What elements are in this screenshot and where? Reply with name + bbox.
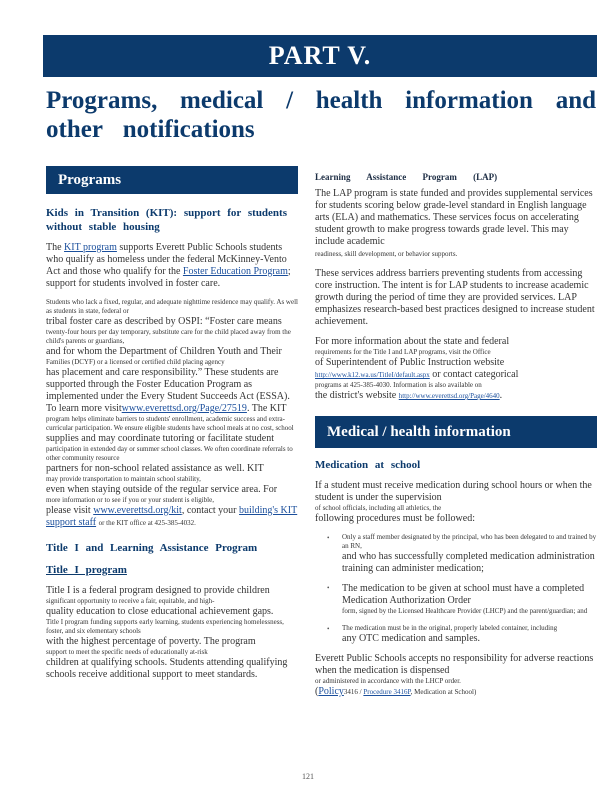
programs-section-header: Programs (46, 166, 298, 194)
procedure-link[interactable]: Procedure 3416P (363, 688, 411, 696)
kit-page-link[interactable]: www.everettsd.org/Page/27519 (121, 403, 247, 414)
kit-paragraph-1: The KIT program supports Everett Public Schools students who qualify as homeless under the federal McKinney-Vento Act and those who qualify for the Foster Education Program; support for students involved in foster care. (46, 242, 291, 289)
kit-site-link[interactable]: www.everettsd.org/kit (93, 505, 182, 516)
medication-intro: If a student must receive medication during school hours or when the student is under the supervision of school officials, including all athletics, the following procedures must be followed: (315, 480, 592, 524)
list-item: • The medication to be given at school must have a completed Medication Authorization Order form, signed by the Licensed Healthcare Provider (LHCP) and the parent/guardian; and (315, 583, 597, 616)
title1-subheading: Title I program (46, 564, 127, 576)
list-item: • Only a staff member designated by the principal, who has been delegated to and trained by an RN, and who has successfully completed medication administration training can administer medication; (315, 533, 597, 575)
kit-program-link[interactable]: KIT program (64, 242, 117, 253)
district-link[interactable]: http://www.everettsd.org/Page/4640 (398, 392, 500, 400)
foster-education-link[interactable]: Foster Education Program (182, 266, 288, 277)
lap-heading: Learning Assistance Program (LAP) (315, 172, 498, 182)
lap-paragraph-3: For more information about the state and federal requirements for the Title I and LAP programs, visit the Office of Superintendent of Public Instruction website http://www.k12.wa.us/TitleI/default.aspx or contact categorical programs at 425-385-4030. Information is also available on the district's website http://www.everettsd.org/Page/4640. (315, 336, 519, 401)
page-number: 121 (302, 772, 314, 781)
medical-section-header: Medical / health information (315, 416, 597, 448)
kit-heading: Kids in Transition (KIT): support for students without stable housing (46, 207, 287, 233)
kit-support-staff-link[interactable]: building's KIT support staff (46, 505, 298, 528)
part-banner: PART V. (43, 35, 597, 77)
medication-subheading: Medication at school (315, 459, 421, 471)
policy-link[interactable]: Policy (318, 686, 344, 697)
kit-paragraph-2: Students who lack a fixed, regular, and adequate nighttime residence may qualify. As well as students in state, federal or tribal foster care as described by OSPI: “Foster care means twenty-four hours per day temporary, substitute care for the child placed away from the child's parents or guardians, and for whom the Department of Children Youth and Their Families (DCYF) or a licensed or certified child placing agency has placement and care responsibility.” These students are supported through the Foster Education Program as implemented under the Every Student Succeeds Act (ESSA). To learn more visitwww.everettsd.org/Page/27519. The KIT program helps eliminate barriers to students' enrollment, academic success and extra-curricular participation. We ensure eligible students have school meals at no cost, school supplies and may coordinate tutoring or facilitate student participation in extended day or summer school classes. We often coordinate referrals to other community resource partners for non-school related assistance as well. KIT may provide transportation to maintain school stability, even when staying outside of the regular service area. For more information or to see if you or your student is eligible, please visit www.everettsd.org/kit, contact your building's KIT support staff or the KIT office at 425-385-4032. (46, 298, 298, 528)
ospi-link[interactable]: http://www.k12.wa.us/TitleI/default.aspx (315, 371, 430, 379)
lap-paragraph-1: The LAP program is state funded and provides supplemental services for students scoring below grade-level standard in English language arts (ELA) and mathematics. These services focus on accelerating student growth to make progress towards grade level. This may include academic readiness, skill development, or behavior supports. (315, 188, 593, 258)
title1-heading: Title I and Learning Assistance Program (46, 542, 258, 554)
title1-paragraph: Title I is a federal program designed to provide children significant opportunity to receive a fair, equitable, and high- quality education to close educational achievement gaps. Title I program funding supports early learning, students experiencing homelessness, foster, and six elementary schools with the highest percentage of poverty. The program support to meet the specific needs of educationally at-risk children at qualifying schools. Students attending qualifying schools receive additional support to meet standards. (46, 585, 288, 680)
medication-closing: Everett Public Schools accepts no responsibility for adverse reactions when the medication is dispensed or administered in accordance with the LHCP order. (Policy3416 / Procedure 3416P, Medication at School) (315, 653, 594, 697)
page-title: Programs, medical / health information and other notifications (46, 87, 596, 143)
medication-procedures (315, 533, 597, 645)
right-column (315, 170, 597, 698)
left-column (46, 166, 298, 681)
list-item: • The medication must be in the original, properly labeled container, including any OTC medication and samples. (315, 624, 597, 645)
lap-paragraph-2: These services address barriers preventing students from accessing core instruction. The intent is for LAP students to increase academic growth during the period of time they are provided services. LAP emphasizes research-based best practices designed to increase student achievement. (315, 268, 595, 327)
